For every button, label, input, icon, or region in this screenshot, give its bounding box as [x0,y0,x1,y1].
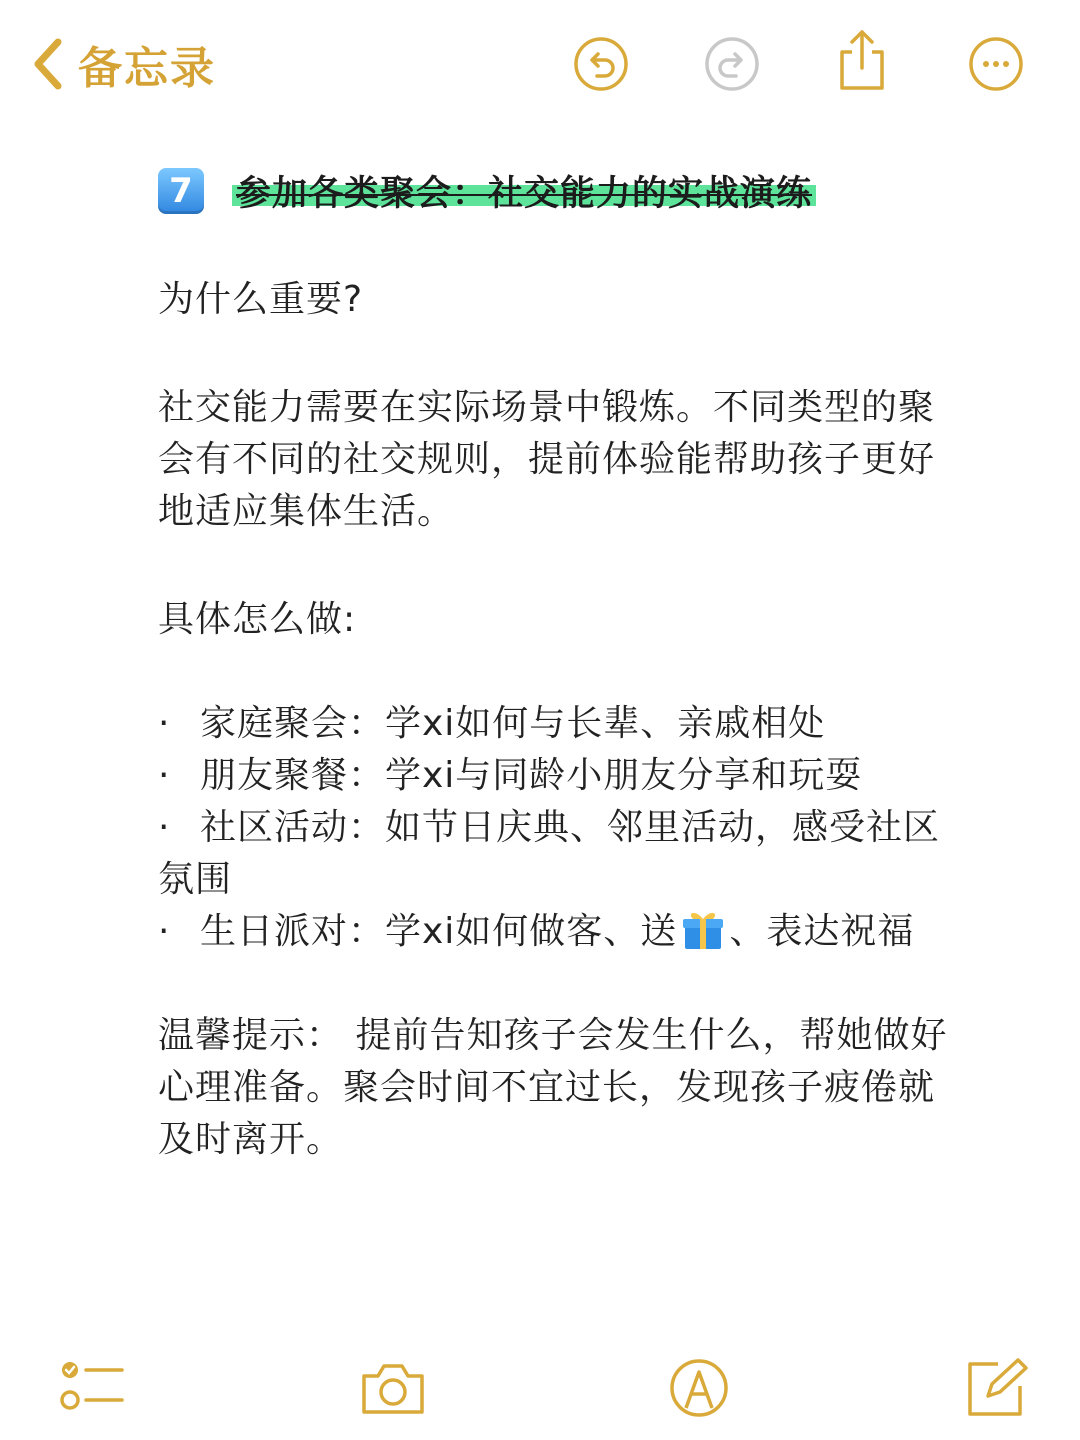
list-item-text-before: 生日派对：学xi如何做客、送 [200,911,678,952]
gift-icon [681,907,725,951]
why-title: 为什么重要? [158,279,364,320]
camera-icon [358,1356,428,1420]
note-body[interactable] [158,160,948,1166]
camera-button[interactable] [358,1356,428,1420]
list-item-text: 家庭聚会：学xi如何与长辈、亲戚相处 [200,703,826,744]
more-button[interactable] [968,36,1024,92]
top-nav [0,0,1080,130]
heading-text: 参加各类聚会：社交能力的实战演练 [232,166,816,216]
redo-button[interactable] [704,36,760,92]
checklist-button[interactable] [58,1356,128,1420]
undo-button[interactable] [573,36,629,92]
list-item: · 社区活动：如节日庆典、邻里活动，感受社区氛围 [158,807,941,900]
why-body: 社交能力需要在实际场景中锻炼。不同类型的聚会有不同的社交规则，提前体验能帮助孩子更好地适应集体生活。 [158,387,936,532]
list-item: · 朋友聚餐：学xi与同龄小朋友分享和玩耍 [158,755,863,796]
markup-icon [664,1356,734,1420]
list-item: · 生日派对：学xi如何做客、送 、表达祝福 [158,906,948,958]
keycap-seven-icon: 7 [158,168,204,214]
more-icon [968,36,1024,92]
compose-button[interactable] [962,1356,1032,1420]
note-heading [158,160,948,222]
markup-button[interactable] [664,1356,734,1420]
undo-icon [573,36,629,92]
how-title: 具体怎么做: [158,599,357,640]
share-button[interactable] [834,28,890,92]
redo-icon [704,36,760,92]
back-label: 备忘录 [78,43,216,94]
list-item-text: 社区活动：如节日庆典、邻里活动，感受社区氛围 [158,807,941,900]
list-item-text-after: 、表达祝福 [729,911,915,952]
compose-icon [962,1356,1032,1420]
chevron-left-icon [28,34,68,94]
list-item-text: 朋友聚餐：学xi与同龄小朋友分享和玩耍 [200,755,863,796]
list-item: · 家庭聚会：学xi如何与长辈、亲戚相处 [158,703,826,744]
tip-text: 温馨提示： 提前告知孩子会发生什么，帮她做好心理准备。聚会时间不宜过长，发现孩子疲倦就及时离开。 [158,1015,948,1160]
share-icon [834,28,890,92]
how-list [158,698,948,958]
back-button[interactable] [28,34,216,94]
checklist-icon [58,1356,128,1420]
